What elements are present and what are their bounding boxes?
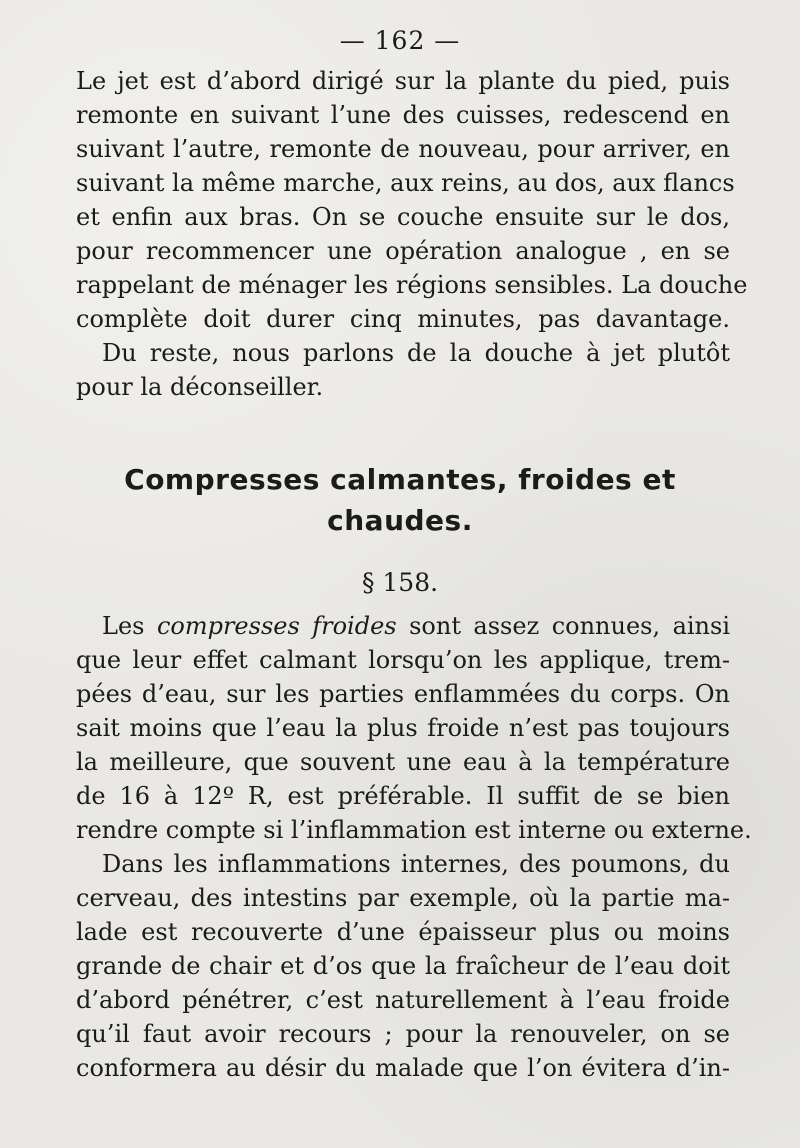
text-line: conformera au désir du malade que l’on évitera d’in- (76, 1054, 730, 1082)
emphasized-term: compresses froides (156, 612, 397, 640)
text-line: pour la déconseiller. (76, 373, 324, 401)
text-line: de 16 à 12º R, est préférable. Il suffit de se bien (76, 782, 730, 810)
text-line: rendre compte si l’inflammation est interne ou externe. (76, 816, 752, 844)
text-segment: Les (102, 612, 157, 640)
text-line: Dans les inflammations internes, des poumons, du (102, 850, 730, 878)
page-number: — 162 — (339, 26, 461, 55)
text-line: lade est recouverte d’une épaisseur plus ou moins (76, 918, 730, 946)
text-line: pour recommencer une opération analogue , en se (76, 237, 730, 265)
text-line: Le jet est d’abord dirigé sur la plante du pied, puis (76, 67, 730, 95)
section-number: § 158. (361, 568, 439, 597)
text-line: cerveau, des intestins par exemple, où la partie ma- (76, 884, 730, 912)
text-line: remonte en suivant l’une des cuisses, redescend en (76, 101, 730, 129)
text-line: que leur effet calmant lorsqu’on les applique, trem- (76, 646, 730, 674)
text-line: d’abord pénétrer, c’est naturellement à l’eau froide (76, 986, 730, 1014)
text-line: rappelant de ménager les régions sensibles. La douche (76, 271, 748, 299)
text-line: grande de chair et d’os que la fraîcheur de l’eau doit (76, 952, 730, 980)
text-line: complète doit durer cinq minutes, pas davantage. (76, 305, 730, 333)
heading-line: chaudes. (327, 504, 473, 537)
text-line: suivant la même marche, aux reins, au dos, aux flancs (76, 169, 735, 197)
text-line: la meilleure, que souvent une eau à la température (76, 748, 730, 776)
text-line: et enfin aux bras. On se couche ensuite sur le dos, (76, 203, 730, 231)
text-line: sait moins que l’eau la plus froide n’est pas toujours (76, 714, 730, 742)
heading-line: Compresses calmantes, froides et (124, 463, 676, 496)
text-line (102, 613, 730, 641)
text-line: pées d’eau, sur les parties enflammées du corps. On (76, 680, 730, 708)
text-line: Du reste, nous parlons de la douche à jet plutôt (102, 339, 730, 367)
text-line: suivant l’autre, remonte de nouveau, pour arriver, en (76, 135, 730, 163)
text-line: qu’il faut avoir recours ; pour la renouveler, on se (76, 1020, 730, 1048)
text-segment: sont assez connues, ainsi (396, 612, 731, 640)
